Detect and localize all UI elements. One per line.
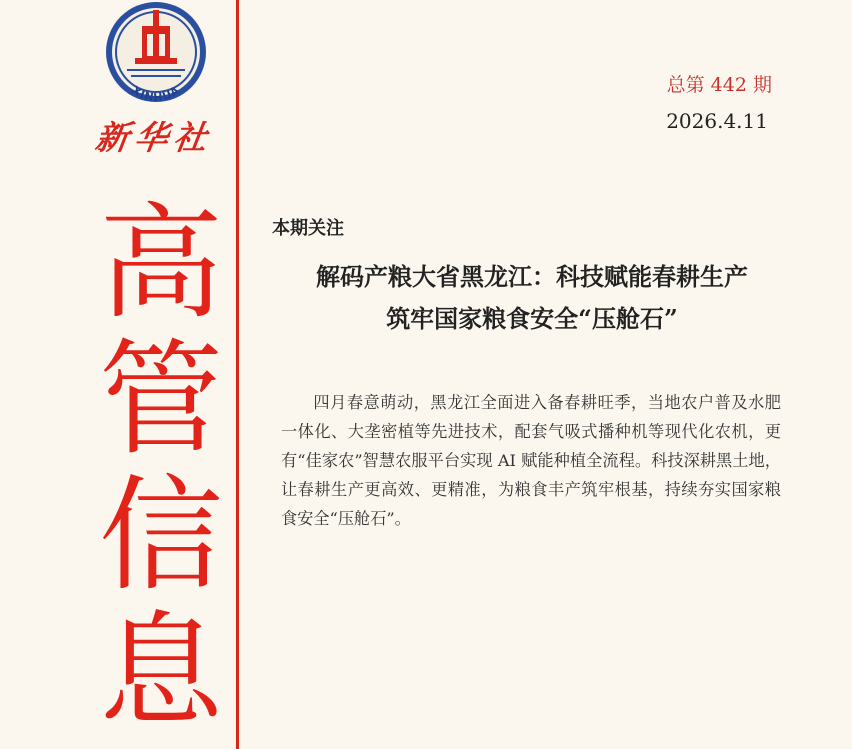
title-char: 信: [99, 464, 224, 608]
issue-date: 2026.4.11: [666, 109, 768, 133]
section-label: 本期关注: [272, 218, 344, 239]
vertical-divider: [236, 0, 239, 749]
title-char: 管: [99, 328, 224, 472]
xinhua-logo-icon: [97, 0, 215, 108]
headline: [262, 256, 802, 340]
headline-line-2: 筑牢国家粮食安全“压舱石”: [386, 304, 678, 333]
headline-line-1: 解码产粮大省黑龙江：科技赋能春耕生产: [316, 262, 748, 291]
agency-name: 新华社: [92, 118, 216, 157]
title-char: 高: [99, 192, 224, 336]
svg-text:XINHUA: XINHUA: [129, 83, 183, 105]
title-char: 息: [99, 600, 224, 744]
article-body: [281, 388, 781, 533]
masthead-column: [0, 0, 238, 749]
article-paragraph: 四月春意萌动，黑龙江全面进入备春耕旺季，当地农户普及水肥一体化、大垄密植等先进技术，配套气吸式播种机等现代化农机，更有“佳家农”智慧农服平台实现 AI 赋能种植全流程。科技深耕黑土地，让春耕生产更高效、更精准，为粮食丰产筑牢根基，持续夯实国家粮食安全“压舱石”。: [281, 393, 781, 528]
issue-number: 总第 442 期: [666, 74, 772, 96]
publication-title: [99, 192, 224, 744]
